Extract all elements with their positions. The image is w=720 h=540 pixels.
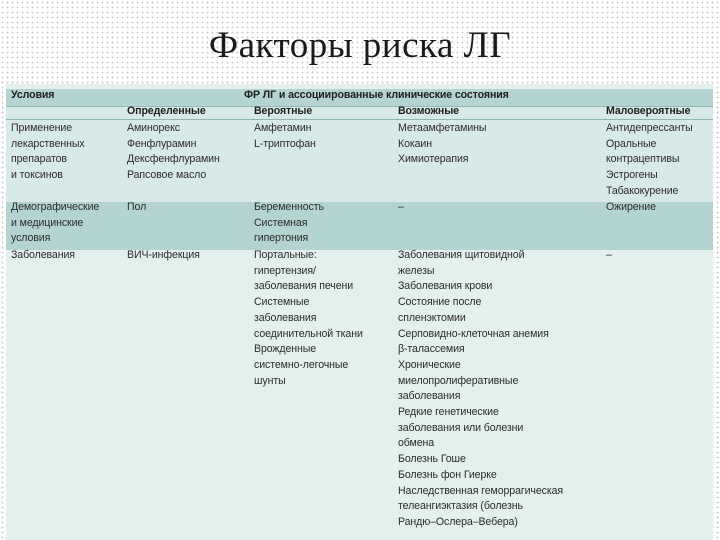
row-demographic-likely [254, 200, 324, 247]
cell-line: Редкие генетические [398, 406, 499, 419]
cell-line: шунты [254, 374, 286, 387]
cell-line: Фенфлурамин [127, 137, 197, 150]
row-demographic-unlikely [606, 200, 656, 216]
cell-line: Болезнь Гоше [398, 453, 466, 466]
cell-line: гипертония [254, 232, 309, 245]
cell-line: Оральные [606, 137, 657, 150]
cell-line: лекарственных [11, 137, 85, 150]
cell-line: Портальные: [254, 249, 317, 261]
row-diseases-condition [11, 248, 75, 264]
cell-line: Метаамфетамины [398, 122, 487, 134]
cell-line: и медицинские [11, 216, 84, 229]
row-drugs-likely [254, 121, 316, 152]
cell-line: спленэктомии [398, 311, 466, 324]
row-diseases-unlikely [606, 248, 612, 264]
header-likely: Вероятные [254, 105, 313, 117]
slide-title: Факторы риска ЛГ [208, 25, 512, 66]
cell-line: заболевания [398, 390, 461, 403]
row-drugs-condition [11, 121, 85, 184]
header-definite: Определенные [127, 105, 206, 117]
cell-line: телеангиэктазия (болезнь [398, 500, 523, 513]
cell-line: Дексфенфлурамин [127, 153, 220, 166]
cell-line: системно-легочные [254, 358, 349, 371]
cell-line: Кокаин [398, 137, 432, 150]
cell-line: заболевания или болезни [398, 421, 524, 434]
cell-line: – [398, 201, 404, 213]
cell-line: Рапсовое масло [127, 169, 207, 182]
cell-line: условия [11, 232, 51, 245]
row-diseases-possible [398, 248, 563, 531]
cell-line: контрацептивы [606, 153, 680, 166]
cell-line: соединительной ткани [254, 327, 363, 340]
header-possible: Возможные [398, 105, 459, 117]
cell-line: Химиотерапия [398, 153, 469, 166]
cell-line: β-талассемия [398, 343, 465, 356]
row-drugs-definite [127, 121, 220, 184]
cell-line: Беременность [254, 201, 324, 213]
cell-line: Заболевания [11, 249, 75, 261]
cell-line: Врожденные [254, 343, 317, 356]
cell-line: Ожирение [606, 201, 656, 213]
cell-line: препаратов [11, 153, 67, 166]
cell-line: Серповидно-клеточная анемия [398, 327, 549, 340]
cell-line: обмена [398, 437, 435, 450]
cell-line: Системные [254, 296, 310, 309]
cell-line: и токсинов [11, 169, 63, 182]
cell-line: Хронические [398, 358, 461, 371]
header-conditions: Условия [11, 89, 55, 101]
row-diseases-likely [254, 248, 363, 389]
cell-line: Заболевания крови [398, 280, 493, 293]
cell-line: Эстрогены [606, 169, 658, 182]
header-group: ФР ЛГ и ассоциированные клинические состояния [244, 89, 509, 101]
risk-factors-table [6, 84, 713, 540]
row-drugs-possible [398, 121, 486, 168]
cell-line: L-триптофан [254, 137, 316, 150]
cell-line: Наследственная геморрагическая [398, 484, 564, 497]
cell-line: ВИЧ-инфекция [127, 249, 200, 261]
cell-line: Заболевания щитовидной [398, 249, 525, 261]
cell-line: – [606, 249, 612, 261]
cell-line: Антидепрессанты [606, 122, 693, 134]
cell-line: Болезнь фон Гиерке [398, 468, 497, 481]
row-demographic-possible [398, 200, 404, 216]
cell-line: заболевания [254, 311, 317, 324]
row-demographic-definite [127, 200, 146, 216]
cell-line: Состояние после [398, 296, 482, 309]
cell-line: Аминорекс [127, 122, 180, 134]
header-unlikely: Маловероятные [606, 105, 691, 117]
cell-line: Применение [11, 122, 73, 134]
cell-line: Табакокурение [606, 184, 679, 197]
cell-line: железы [398, 264, 435, 277]
cell-line: заболевания печени [254, 280, 354, 293]
cell-line: миелопролиферативные [398, 374, 519, 387]
cell-line: Демографические [11, 201, 100, 213]
cell-line: Системная [254, 216, 308, 229]
row-drugs-unlikely [606, 121, 693, 200]
row-demographic-condition [11, 200, 99, 247]
cell-line: Пол [127, 201, 147, 213]
cell-line: гипертензия/ [254, 264, 316, 277]
cell-line: Рандю–Ослера–Вебера) [398, 515, 518, 528]
cell-line: Амфетамин [254, 122, 312, 134]
row-diseases-definite [127, 248, 200, 264]
